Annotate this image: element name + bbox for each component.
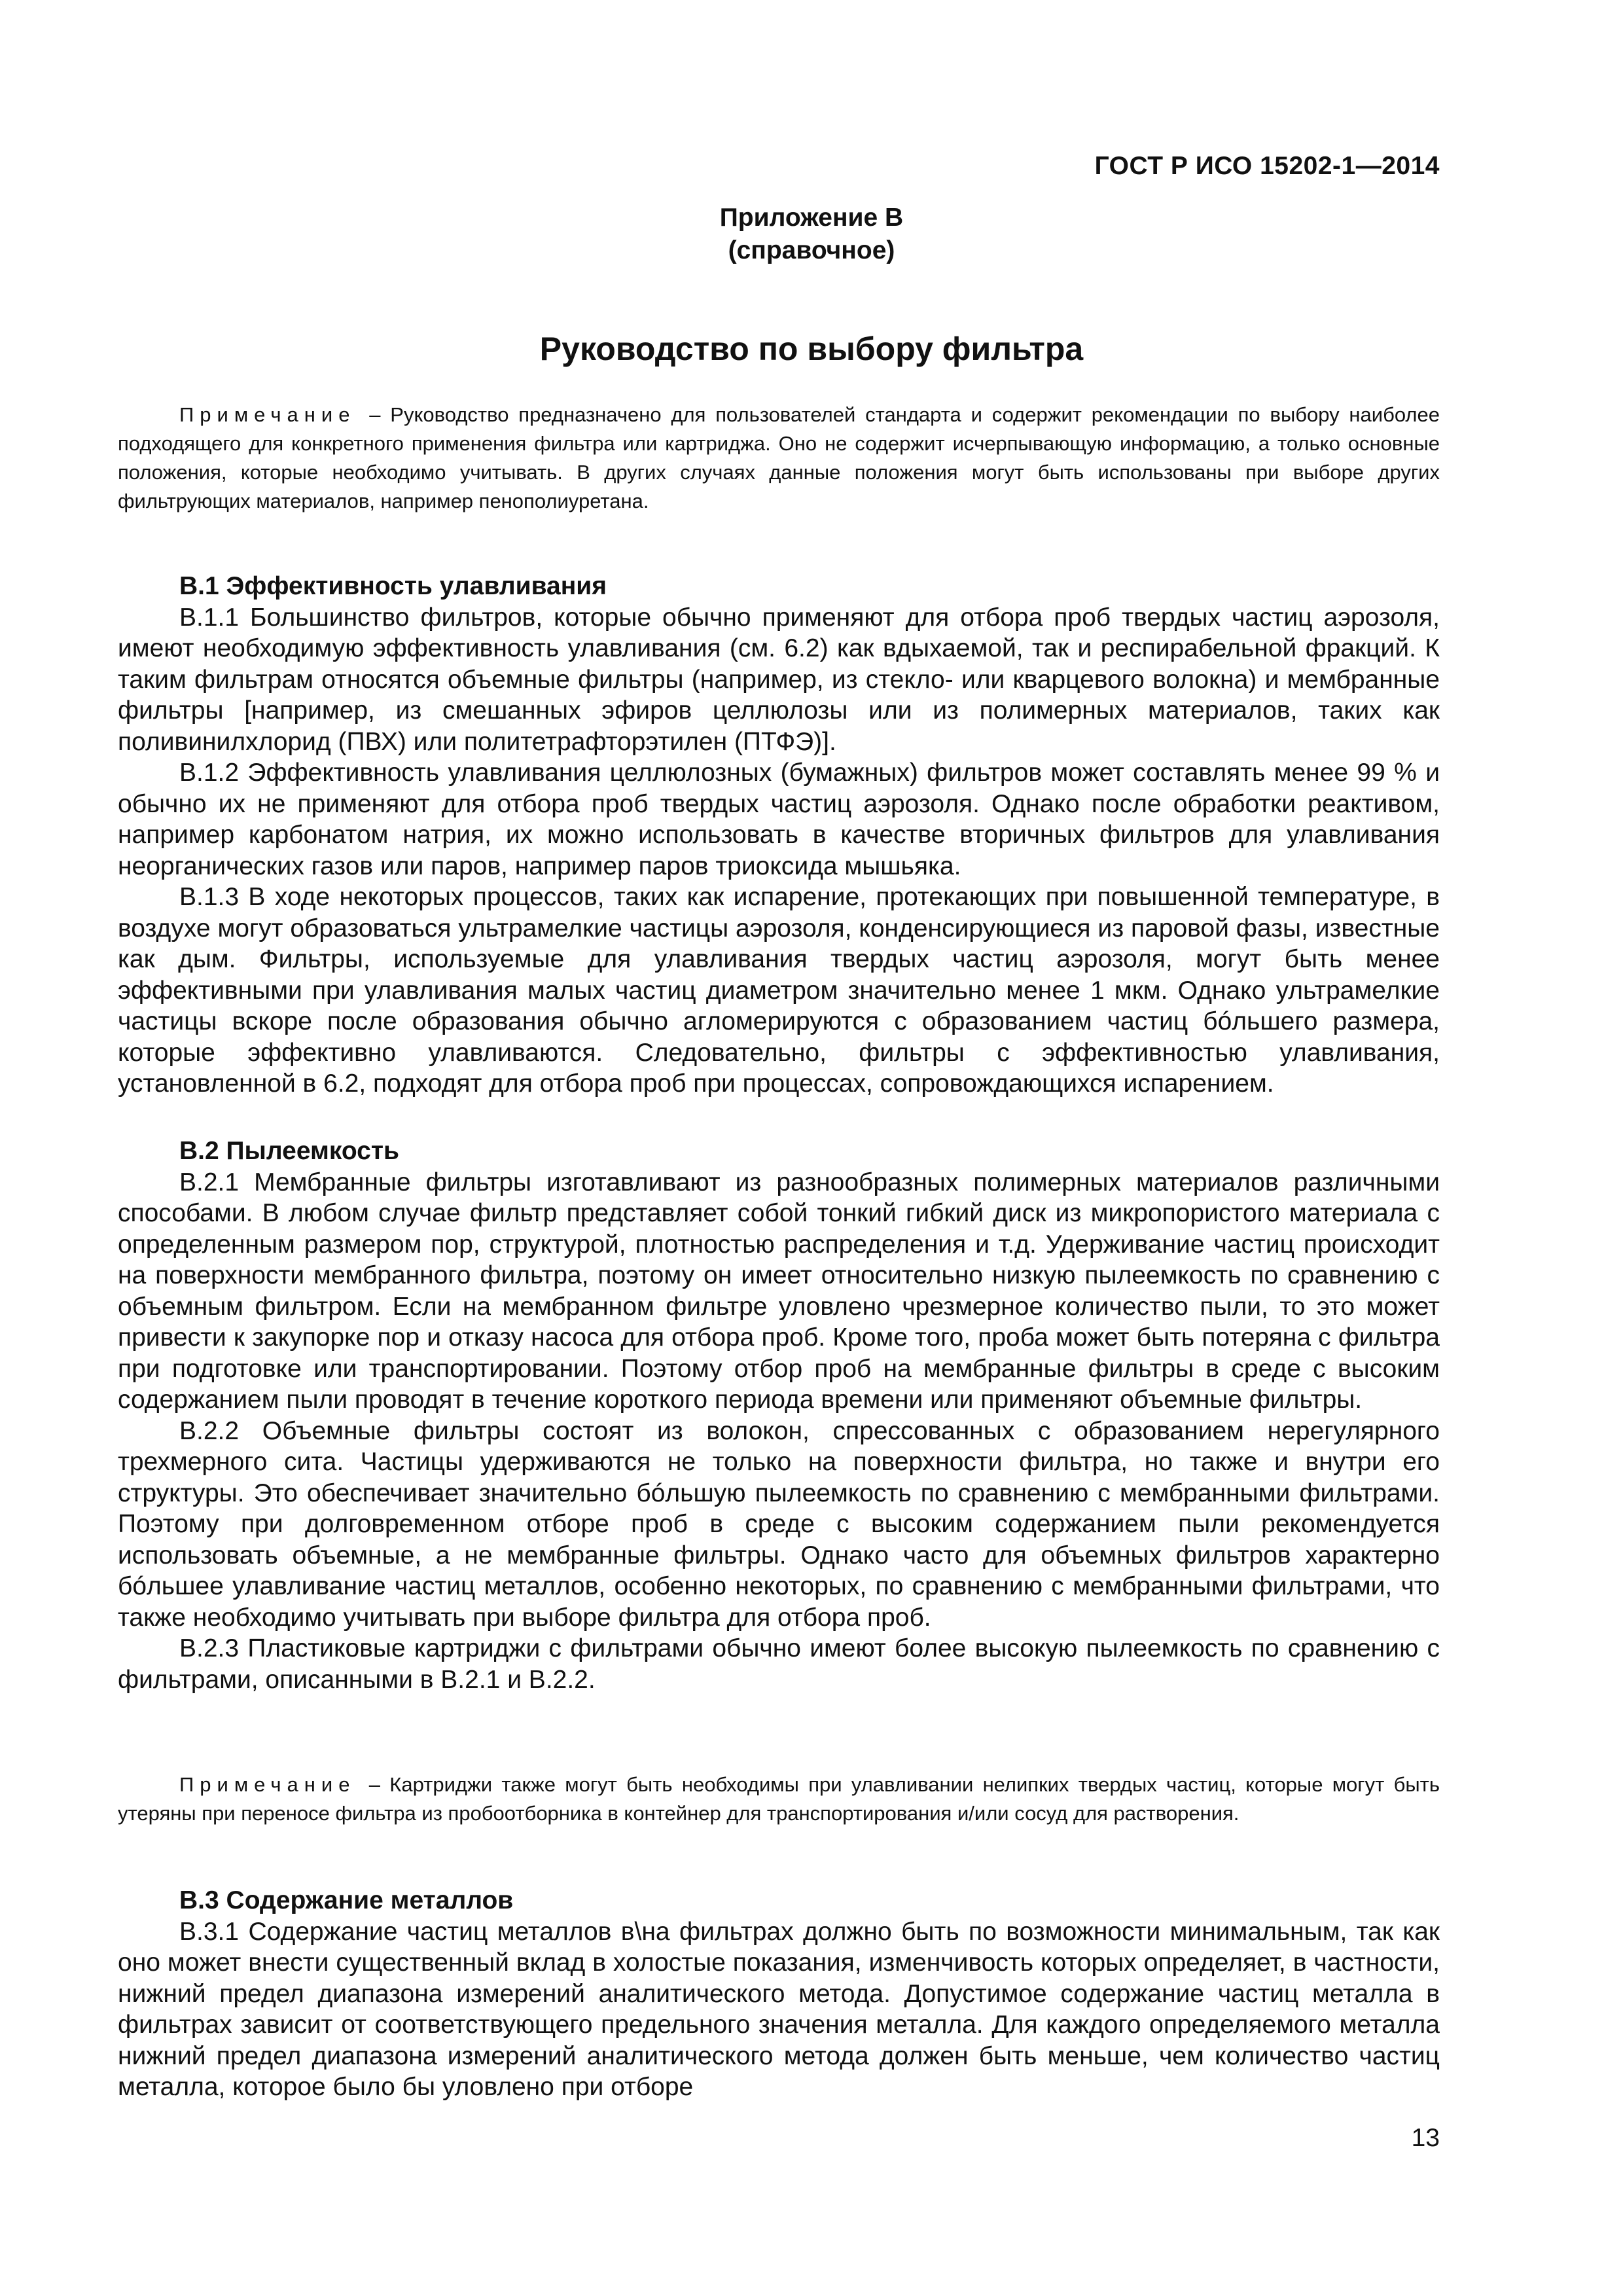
paragraph-b2-1: В.2.1 Мембранные фильтры изготавливают из разнообразных полимерных материалов различными способами. В любом случае фильтр представляет собой тонкий гибкий диск из микропористого материала с определенным размером пор, структурой, плотностью распределения и т.д. Удерживание частиц происходит на поверхности мембранного фильтра, поэтому он имеет относительно низкую пылеемкость по сравнению с объемным фильтром. Если на мембранном фильтре уловлено чрезмерное количество пыли, то это может привести к закупорке пор и отказу насоса для отбора проб. Кроме того, проба может быть потеряна с фильтра при подготовке или транспортировании. Поэтому отбор проб на мембранные фильтры в среде с высоким содержанием пыли проводят в течение короткого периода времени или применяют объемные фильтры. bbox=[118, 1168, 1440, 1414]
note-paragraph bbox=[118, 1770, 1440, 1828]
annex-title: Приложение В bbox=[719, 204, 904, 232]
paragraph-b2-3: В.2.3 Пластиковые картриджи с фильтрами обычно имеют более высокую пылеемкость по сравнению с фильтрами, описанными в В.2.1 и В.2.2. bbox=[118, 1634, 1440, 1694]
section-heading: В.2 Пылеемкость bbox=[179, 1137, 399, 1165]
page-title: Руководство по выбору фильтра bbox=[539, 331, 1084, 367]
note-text: – Руководство предназначено для пользователей стандарта и содержит рекомендации по выбору наиболее подходящего для конкретного применения фильтра или картриджа. Оно не содержит исчерпывающую информацию, а только основные положения, которые необходимо учитывать. В других случаях данные положения могут быть использованы при выборе других фильтрующих материалов, например пенополиуретана. bbox=[118, 403, 1440, 512]
note-block-2 bbox=[118, 1770, 1440, 1828]
section-b1 bbox=[118, 571, 1440, 1100]
section-heading: В.3 Содержание металлов bbox=[179, 1886, 514, 1914]
page-number: 13 bbox=[1411, 2124, 1440, 2152]
standard-header: ГОСТ Р ИСО 15202-1—2014 bbox=[1094, 152, 1440, 180]
section-b2 bbox=[118, 1136, 1440, 1695]
paragraph-b2-2: В.2.2 Объемные фильтры состоят из волокон, спрессованных с образованием нерегулярного трехмерного сита. Частицы удерживаются не только на поверхности фильтра, но также и внутри его структуры. Это обеспечивает значительно бóльшую пылеемкость по сравнению с мембранными фильтрами. Поэтому при долговременном отборе проб в среде с высоким содержанием пыли рекомендуется использовать объемные, а не мембранные фильтры. Однако часто для объемных фильтров характерно бóльшее улавливание частиц металлов, особенно некоторых, по сравнению с мембранными фильтрами, что также необходимо учитывать при выборе фильтра для отбора проб. bbox=[118, 1416, 1440, 1632]
paragraph-b1-1: В.1.1 Большинство фильтров, которые обычно применяют для отбора проб твердых частиц аэрозоля, имеют необходимую эффективность улавливания (см. 6.2) как вдыхаемой, так и респирабельной фракций. К таким фильтрам относятся объемные фильтры (например, из стекло- или кварцевого волокна) и мембранные фильтры [например, из смешанных эфиров целлюлозы или из полимерных материалов, таких как поливинилхлорид (ПВХ) или политетрафторэтилен (ПТФЭ)]. bbox=[118, 603, 1440, 756]
annex-subtitle: (справочное) bbox=[728, 236, 895, 264]
section-b3 bbox=[118, 1885, 1440, 2103]
paragraph-b1-3: В.1.3 В ходе некоторых процессов, таких как испарение, протекающих при повышенной температуре, в воздухе могут образоваться ультрамелкие частицы аэрозоля, конденсирующиеся из паровой фазы, известные как дым. Фильтры, используемые для улавливания твердых частиц аэрозоля, могут быть менее эффективными при улавливания малых частиц диаметром значительно менее 1 мкм. Однако ультрамелкие частицы вскоре после образования обычно агломерируются с образованием частиц бóльшего размера, которые эффективно улавливаются. Следовательно, фильтры с эффективностью улавливания, установленной в 6.2, подходят для отбора проб при процессах, сопровождающихся испарением. bbox=[118, 883, 1440, 1098]
section-heading: В.1 Эффективность улавливания bbox=[179, 572, 607, 600]
note-paragraph bbox=[118, 401, 1440, 516]
note-text: – Картриджи также могут быть необходимы при улавливании нелипких твердых частиц, которые могут быть утеряны при переносе фильтра из пробоотборника в контейнер для транспортирования и/или сосуд для растворения. bbox=[118, 1773, 1440, 1825]
paragraph-b3-1: В.3.1 Содержание частиц металлов в\на фильтрах должно быть по возможности минимальным, так как оно может внести существенный вклад в холостые показания, изменчивость которых определяет, в частности, нижний предел диапазона измерений аналитического метода. Допустимое содержание частиц металла в фильтрах зависит от соответствующего предельного значения металла. Для каждого определяемого металла нижний предел диапазона измерений аналитического метода должен быть меньше, чем количество частиц металла, которое было бы уловлено при отборе bbox=[118, 1917, 1440, 2101]
note-label: Примечание bbox=[179, 1773, 356, 1796]
annex-heading bbox=[0, 202, 1623, 267]
note-block-1 bbox=[118, 401, 1440, 516]
paragraph-b1-2: В.1.2 Эффективность улавливания целлюлозных (бумажных) фильтров может составлять менее 99 % и обычно их не применяют для отбора проб твердых частиц аэрозоля. Однако после обработки реактивом, например карбонатом натрия, их можно использовать в качестве вторичных фильтров для улавливания неорганических газов или паров, например паров триоксида мышьяка. bbox=[118, 759, 1440, 880]
note-label: Примечание bbox=[179, 403, 356, 426]
